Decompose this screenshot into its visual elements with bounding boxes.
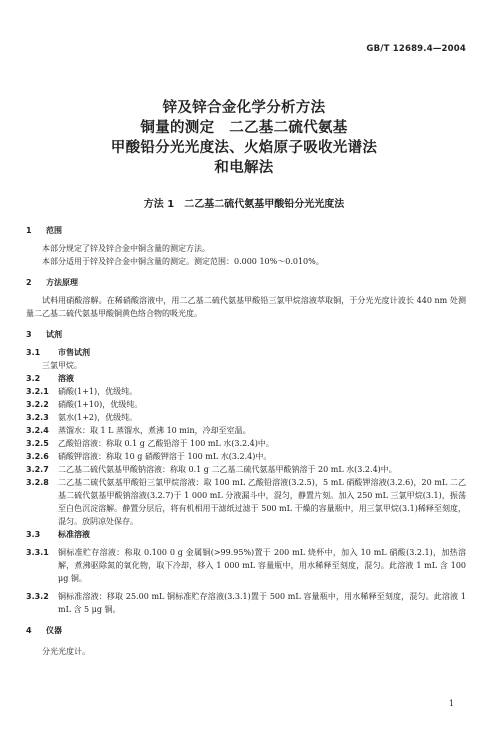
section-title: 试剂 [46,330,62,339]
subsection-heading-solutions [26,372,466,385]
section-heading-reagents [26,328,466,341]
item-number: 3.2.4 [26,426,49,435]
item-text: 硝酸(1+10)，优级纯。 [58,400,143,409]
section-title: 仪器 [46,626,62,635]
list-item [26,463,466,476]
subsection-title: 市售试剂 [58,348,90,357]
document-title [0,98,488,178]
item-number: 3.2.5 [26,439,49,448]
list-item [26,398,466,411]
item-number: 3.2.8 [26,478,49,487]
item-text: 二乙基二硫代氨基甲酸钠溶液：称取 0.1 g 二乙基二硫代氨基甲酸钠溶于 20 mL 水(3.2.4)中。 [58,465,397,474]
subsection-number: 3.3 [26,530,41,539]
paragraph: 本部分适用于锌及锌合金中铜含量的测定。测定范围：0.000 10%～0.010%。 [42,257,324,266]
item-number: 3.2.6 [26,452,49,461]
section-number: 4 [26,626,32,635]
item-text: 硝酸钾溶液：称取 10 g 硝酸钾溶于 100 mL 水(3.2.4)中。 [58,452,272,461]
section-number: 3 [26,330,32,339]
title-line-3: 甲酸铅分光光度法、火焰原子吸收光谱法 [110,140,378,156]
list-item [26,411,466,424]
section-title: 方法原理 [46,278,78,287]
section-heading-principle [26,276,466,289]
item-text: 二乙基二硫代氨基甲酸铅三氯甲烷溶液：取 100 mL 乙酸铅溶液(3.2.5)，5 mL 硝酸钾溶液(3.2.6)，20 mL 二乙基二硫代氨基甲酸钠溶液(3.2.7)于 1 000 mL 分液漏斗中，混匀，静置片刻。加入 250 mL 三氯甲烷(3.1)，振荡至白色沉淀溶解。静置分层后，将有机相用干滤纸过滤于 500 mL 干燥的容量瓶中，用三氯甲烷(3.1)稀释至刻度，混匀。放阴凉处保存。 [58,478,466,526]
subsection-number: 3.2 [26,374,41,383]
subsection-number: 3.1 [26,348,41,357]
subsection-heading-standard-solutions [26,528,466,541]
list-item [26,437,466,450]
reagent-text: 三氯甲烷。 [42,361,82,370]
list-item [26,424,466,437]
item-text: 硝酸(1+1)，优级纯。 [58,387,138,396]
subsection-title: 溶液 [58,374,74,383]
list-item [26,450,466,463]
paragraph: 本部分规定了锌及锌合金中铜含量的测定方法。 [42,244,210,253]
standard-code: GB/T 12689.4—2004 [366,44,466,54]
paragraph: 试料用硝酸溶解。在稀硝酸溶液中，用二乙基二硫代氨基甲酸铅三氯甲烷溶液萃取铜，于分光光度计波长 440 nm 处测量二乙基二硫代氨基甲酸铜黄色络合物的吸光度。 [26,296,466,318]
item-text: 铜标准溶液：移取 25.00 mL 铜标准贮存溶液(3.3.1)置于 500 mL 容量瓶中，用水稀释至刻度，混匀。此溶液 1 mL 含 5 μg 铜。 [58,592,466,614]
item-text: 蒸馏水：取 1 L 蒸馏水，煮沸 10 min，冷却至室温。 [58,426,251,435]
list-item [26,546,466,585]
section-heading-scope [26,224,466,237]
title-line-2: 铜量的测定 二乙基二硫代氨基 [140,120,348,136]
section-number: 2 [26,278,32,287]
list-item [26,476,466,528]
document-body [26,224,466,658]
subsection-heading-commercial-reagents [26,346,466,359]
item-number: 3.3.2 [26,592,49,601]
method-title: 方法 1 二乙基二硫代氨基甲酸铅分光光度法 [143,199,345,210]
item-text: 铜标准贮存溶液：称取 0.100 0 g 金属铜(>99.95%)置于 200 mL 烧杯中，加入 10 mL 硝酸(3.2.1)，加热溶解，煮沸驱除氮的氧化物，取下冷却，移入 1 000 mL 容量瓶中，用水稀释至刻度，混匀。此溶液 1 mL 含 100 μg 铜。 [58,548,466,583]
page-number: 1 [448,699,454,708]
item-number: 3.2.7 [26,465,49,474]
list-item [26,590,466,616]
list-item [26,385,466,398]
title-line-4: 和电解法 [214,160,274,176]
title-line-1: 锌及锌合金化学分析方法 [162,100,326,116]
section-title: 范围 [46,226,62,235]
paragraph: 分光光度计。 [42,647,90,656]
section-number: 1 [26,226,32,235]
item-number: 3.2.3 [26,413,49,422]
subsection-title: 标准溶液 [58,530,90,539]
item-text: 乙酸铅溶液：称取 0.1 g 乙酸铅溶于 100 mL 水(3.2.4)中。 [58,439,274,448]
item-text: 氨水(1+2)，优级纯。 [58,413,138,422]
item-number: 3.2.1 [26,387,49,396]
item-number: 3.3.1 [26,548,49,557]
section-heading-apparatus [26,624,466,637]
item-number: 3.2.2 [26,400,49,409]
